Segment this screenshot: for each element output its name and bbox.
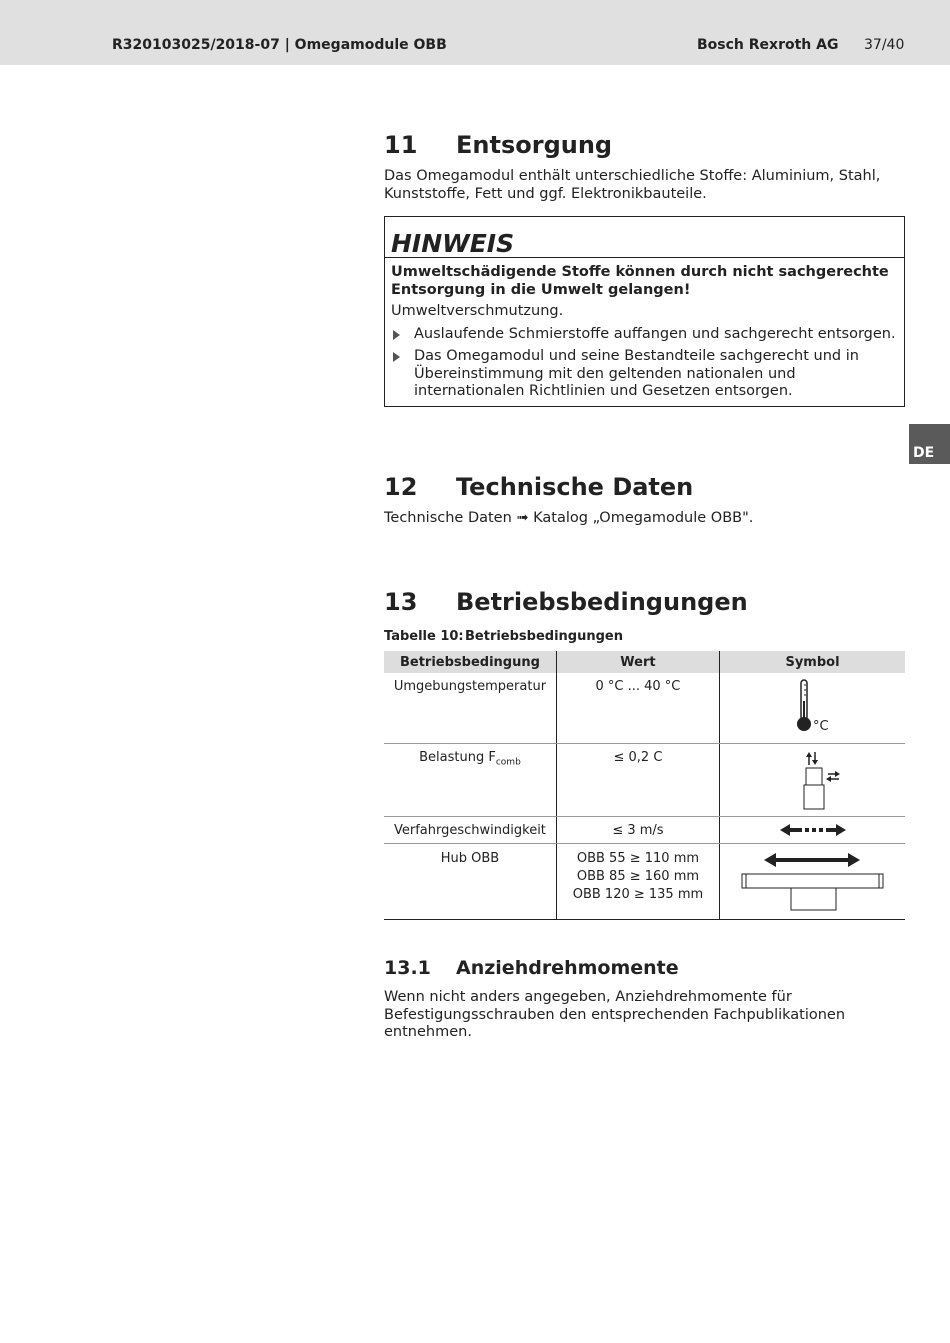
table-row — [384, 744, 905, 817]
value-cell: ≤ 3 m/s — [556, 817, 719, 844]
condition-cell: Verfahrgeschwindigkeit — [384, 817, 556, 844]
notice-box — [384, 216, 905, 407]
notice-warning: Umweltschädigende Stoffe können durch nicht sachgerechte Entsorgung in die Umwelt gelangen! — [391, 264, 889, 298]
symbol-cell — [719, 844, 905, 920]
value-cell — [556, 844, 719, 920]
language-tab: DE — [909, 424, 950, 464]
stroke-value: OBB 55 ≥ 110 mm — [576, 851, 700, 866]
stroke-value: OBB 120 ≥ 135 mm — [572, 887, 704, 902]
stroke-icon — [720, 844, 905, 919]
condition-cell: Hub OBB — [384, 844, 556, 920]
section-13-1-text: Wenn nicht anders angegeben, Anziehdrehmomente für Befestigungsschrauben den entsprechenden Fachpublikationen entnehmen. — [384, 989, 846, 1040]
company-name: Bosch Rexroth AG — [697, 37, 839, 53]
thermometer-unit: °C — [812, 719, 829, 734]
column-header: Wert — [556, 651, 719, 673]
speed-arrow-icon — [720, 817, 905, 843]
table-row — [384, 844, 905, 920]
notice-bullet: Das Omegamodul und seine Bestandteile sachgerecht und in Übereinstimmung mit den geltenden nationalen und internationalen Richtlinien und Gesetzen entsorgen. — [391, 348, 896, 401]
table-row — [384, 673, 905, 744]
notice-body — [391, 264, 896, 401]
table-caption — [384, 629, 623, 644]
bullet-triangle-icon — [393, 352, 400, 362]
section-title: Anziehdrehmomente — [456, 957, 679, 979]
document-reference: R320103025/2018-07 | Omegamodule OBB — [112, 37, 447, 53]
table-header-row — [384, 651, 905, 673]
table-title: Betriebsbedingungen — [465, 629, 623, 644]
notice-heading: HINWEIS — [385, 217, 904, 258]
symbol-cell — [719, 817, 905, 844]
notice-bullet: Auslaufende Schmierstoffe auffangen und sachgerecht entsorgen. — [391, 326, 896, 344]
section-title: Betriebsbedingungen — [456, 588, 748, 616]
section-title: Entsorgung — [456, 131, 613, 159]
section-number: 13.1 — [384, 957, 431, 979]
page-number: 37/40 — [864, 37, 905, 53]
value-cell: 0 °C ... 40 °C — [556, 673, 719, 744]
table-label: Tabelle 10: — [384, 629, 464, 644]
condition-cell: Umgebungstemperatur — [384, 673, 556, 744]
section-title: Technische Daten — [456, 473, 694, 501]
notice-consequence: Umweltverschmutzung. — [391, 303, 564, 319]
section-11-text: Das Omegamodul enthält unterschiedliche Stoffe: Aluminium, Stahl, Kunststoffe, Fett und ggf. Elektronikbauteile. — [384, 168, 881, 202]
section-12-text: Technische Daten ➟ Katalog „Omegamodule OBB". — [384, 510, 754, 526]
section-number: 11 — [384, 131, 418, 159]
page-header — [0, 0, 950, 65]
bullet-triangle-icon — [393, 330, 400, 340]
table-row — [384, 817, 905, 844]
section-number: 13 — [384, 588, 418, 616]
condition-cell: Belastung $F_{comb}$ — [384, 744, 556, 817]
value-cell: ≤ 0,2 C — [556, 744, 719, 817]
section-number: 12 — [384, 473, 418, 501]
operating-conditions-table — [384, 651, 905, 920]
stroke-value: OBB 85 ≥ 160 mm — [576, 869, 700, 884]
column-header: Symbol — [719, 651, 905, 673]
column-header: Betriebsbedingung — [384, 651, 556, 673]
load-icon — [720, 744, 905, 810]
symbol-cell — [719, 744, 905, 817]
symbol-cell — [719, 673, 905, 744]
thermometer-icon — [720, 673, 905, 737]
